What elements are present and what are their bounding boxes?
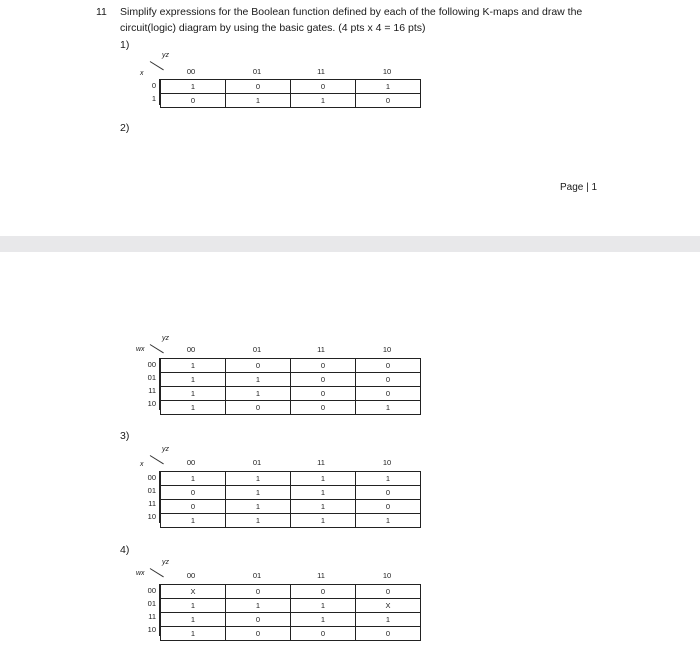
kmap2-cell: 1 [161, 401, 226, 415]
kmap3-cell: 0 [356, 500, 421, 514]
kmap3-grid [160, 471, 421, 528]
kmap2-cell: 0 [291, 373, 356, 387]
kmap3-col-header-10: 10 [382, 458, 392, 467]
kmap1-cell: 1 [226, 94, 291, 108]
kmap4-col-header-00: 00 [186, 571, 196, 580]
kmap2-cell: 1 [161, 387, 226, 401]
kmap3-label: 3) [120, 430, 130, 442]
kmap2-cell: 1 [226, 373, 291, 387]
page-footer: Page | 1 [560, 182, 598, 193]
kmap2-cell: 1 [226, 387, 291, 401]
kmap4-cell: 0 [291, 585, 356, 599]
kmap1-cell: 0 [226, 80, 291, 94]
kmap1-corner-diagonal [150, 61, 164, 70]
kmap2-row-var: wx [136, 346, 145, 353]
table-row [161, 472, 421, 486]
kmap2-corner-diagonal [150, 344, 164, 353]
kmap1-row-label: 0 [146, 79, 160, 92]
kmap4-cell: 1 [356, 613, 421, 627]
kmap2-cell: 1 [161, 359, 226, 373]
kmap4-cell: X [161, 585, 226, 599]
kmap2-cell: 0 [291, 401, 356, 415]
kmap2-col-header-10: 10 [382, 345, 392, 354]
kmap2-grid [160, 358, 421, 415]
kmap2-row-label: 11 [140, 384, 160, 397]
kmap2-cell: 0 [356, 373, 421, 387]
kmap2-row-labels [140, 358, 160, 410]
kmap1-cell: 1 [291, 94, 356, 108]
kmap1-col-header-00: 00 [186, 67, 196, 76]
table-row [161, 401, 421, 415]
kmap4-cell: 0 [226, 613, 291, 627]
kmap4-cell: 1 [161, 599, 226, 613]
kmap4-label: 4) [120, 544, 130, 556]
kmap3-col-header-01: 01 [252, 458, 262, 467]
kmap3-cell: 1 [356, 472, 421, 486]
question-text-line2: circuit(logic) diagram by using the basic gates. (4 pts x 4 = 16 pts) [120, 22, 426, 34]
kmap4-cell: 1 [161, 627, 226, 641]
kmap3-cell: 1 [161, 514, 226, 528]
kmap1-row-var: x [140, 70, 144, 77]
kmap4-cell: X [356, 599, 421, 613]
table-row [161, 387, 421, 401]
kmap4-row-labels [140, 584, 160, 636]
kmap1-cell: 0 [291, 80, 356, 94]
kmap3-row-labels [140, 471, 160, 523]
kmap3-cell: 1 [226, 514, 291, 528]
kmap3-cell: 1 [291, 514, 356, 528]
document-page-1 [0, 0, 700, 236]
kmap3-cell: 1 [226, 500, 291, 514]
kmap3-cell: 1 [356, 514, 421, 528]
kmap1-col-var: yz [162, 52, 169, 59]
kmap2-col-var: yz [162, 335, 169, 342]
table-row [161, 486, 421, 500]
document-page-2 [0, 252, 700, 660]
kmap4-col-header-10: 10 [382, 571, 392, 580]
table-row [161, 373, 421, 387]
kmap4-col-var: yz [162, 559, 169, 566]
kmap3-col-header-11: 11 [317, 458, 325, 467]
kmap2-cell: 0 [226, 401, 291, 415]
kmap2-cell: 1 [356, 401, 421, 415]
kmap4-cell: 1 [226, 599, 291, 613]
kmap2-cell: 0 [291, 387, 356, 401]
kmap2-cell: 1 [161, 373, 226, 387]
kmap4-row-label: 10 [140, 623, 160, 636]
kmap3-corner-diagonal [150, 455, 164, 464]
kmap1-grid [160, 79, 421, 108]
kmap3-col-header-00: 00 [186, 458, 196, 467]
kmap3-cell: 0 [161, 486, 226, 500]
kmap4-cell: 0 [291, 627, 356, 641]
kmap2-cell: 0 [226, 359, 291, 373]
kmap4-cell: 0 [226, 627, 291, 641]
kmap2-col-header-01: 01 [252, 345, 262, 354]
kmap3-col-var: yz [162, 446, 169, 453]
kmap4-cell: 1 [161, 613, 226, 627]
kmap1-cell: 1 [356, 80, 421, 94]
kmap3-cell: 1 [226, 472, 291, 486]
kmap1-cell: 0 [356, 94, 421, 108]
kmap4-row-label: 01 [140, 597, 160, 610]
kmap3-cell: 1 [291, 486, 356, 500]
kmap2-row-label: 10 [140, 397, 160, 410]
kmap3-row-label: 11 [140, 497, 160, 510]
table-row [161, 94, 421, 108]
kmap2-cell: 0 [356, 387, 421, 401]
kmap3-row-label: 01 [140, 484, 160, 497]
kmap1-col-header-11: 11 [317, 67, 325, 76]
kmap2-row-label: 00 [140, 358, 160, 371]
kmap1-col-header-01: 01 [252, 67, 262, 76]
kmap1-col-header-10: 10 [382, 67, 392, 76]
table-row [161, 585, 421, 599]
kmap4-row-label: 11 [140, 610, 160, 623]
kmap4-grid [160, 584, 421, 641]
table-row [161, 80, 421, 94]
kmap4-cell: 0 [226, 585, 291, 599]
kmap3-cell: 1 [291, 500, 356, 514]
kmap2-col-header-11: 11 [317, 345, 325, 354]
kmap3-cell: 0 [161, 500, 226, 514]
kmap3-cell: 0 [356, 486, 421, 500]
kmap4-col-header-01: 01 [252, 571, 262, 580]
question-number: 11 [96, 6, 107, 18]
table-row [161, 599, 421, 613]
kmap4-cell: 0 [356, 627, 421, 641]
kmap4-cell: 0 [356, 585, 421, 599]
table-row [161, 359, 421, 373]
kmap1-cell: 0 [161, 94, 226, 108]
table-row [161, 627, 421, 641]
kmap3-cell: 1 [226, 486, 291, 500]
kmap1-row-labels [146, 79, 160, 105]
kmap2-row-label: 01 [140, 371, 160, 384]
kmap4-row-var: wx [136, 570, 145, 577]
kmap2-cell: 0 [356, 359, 421, 373]
kmap3-cell: 1 [291, 472, 356, 486]
kmap1-row-label: 1 [146, 92, 160, 105]
kmap2-cell: 0 [291, 359, 356, 373]
table-row [161, 514, 421, 528]
kmap3-row-label: 00 [140, 471, 160, 484]
kmap3-cell: 1 [161, 472, 226, 486]
question-text-line1: Simplify expressions for the Boolean function defined by each of the following K-maps and draw the [120, 6, 583, 18]
kmap3-row-var: x [140, 461, 144, 468]
kmap3-row-label: 10 [140, 510, 160, 523]
kmap4-cell: 1 [291, 613, 356, 627]
kmap4-row-label: 00 [140, 584, 160, 597]
kmap4-cell: 1 [291, 599, 356, 613]
table-row [161, 613, 421, 627]
table-row [161, 500, 421, 514]
kmap4-col-header-11: 11 [317, 571, 325, 580]
kmap2-label: 2) [120, 122, 130, 134]
kmap1-cell: 1 [161, 80, 226, 94]
kmap2-col-header-00: 00 [186, 345, 196, 354]
kmap4-corner-diagonal [150, 568, 164, 577]
kmap1-label: 1) [120, 39, 130, 51]
